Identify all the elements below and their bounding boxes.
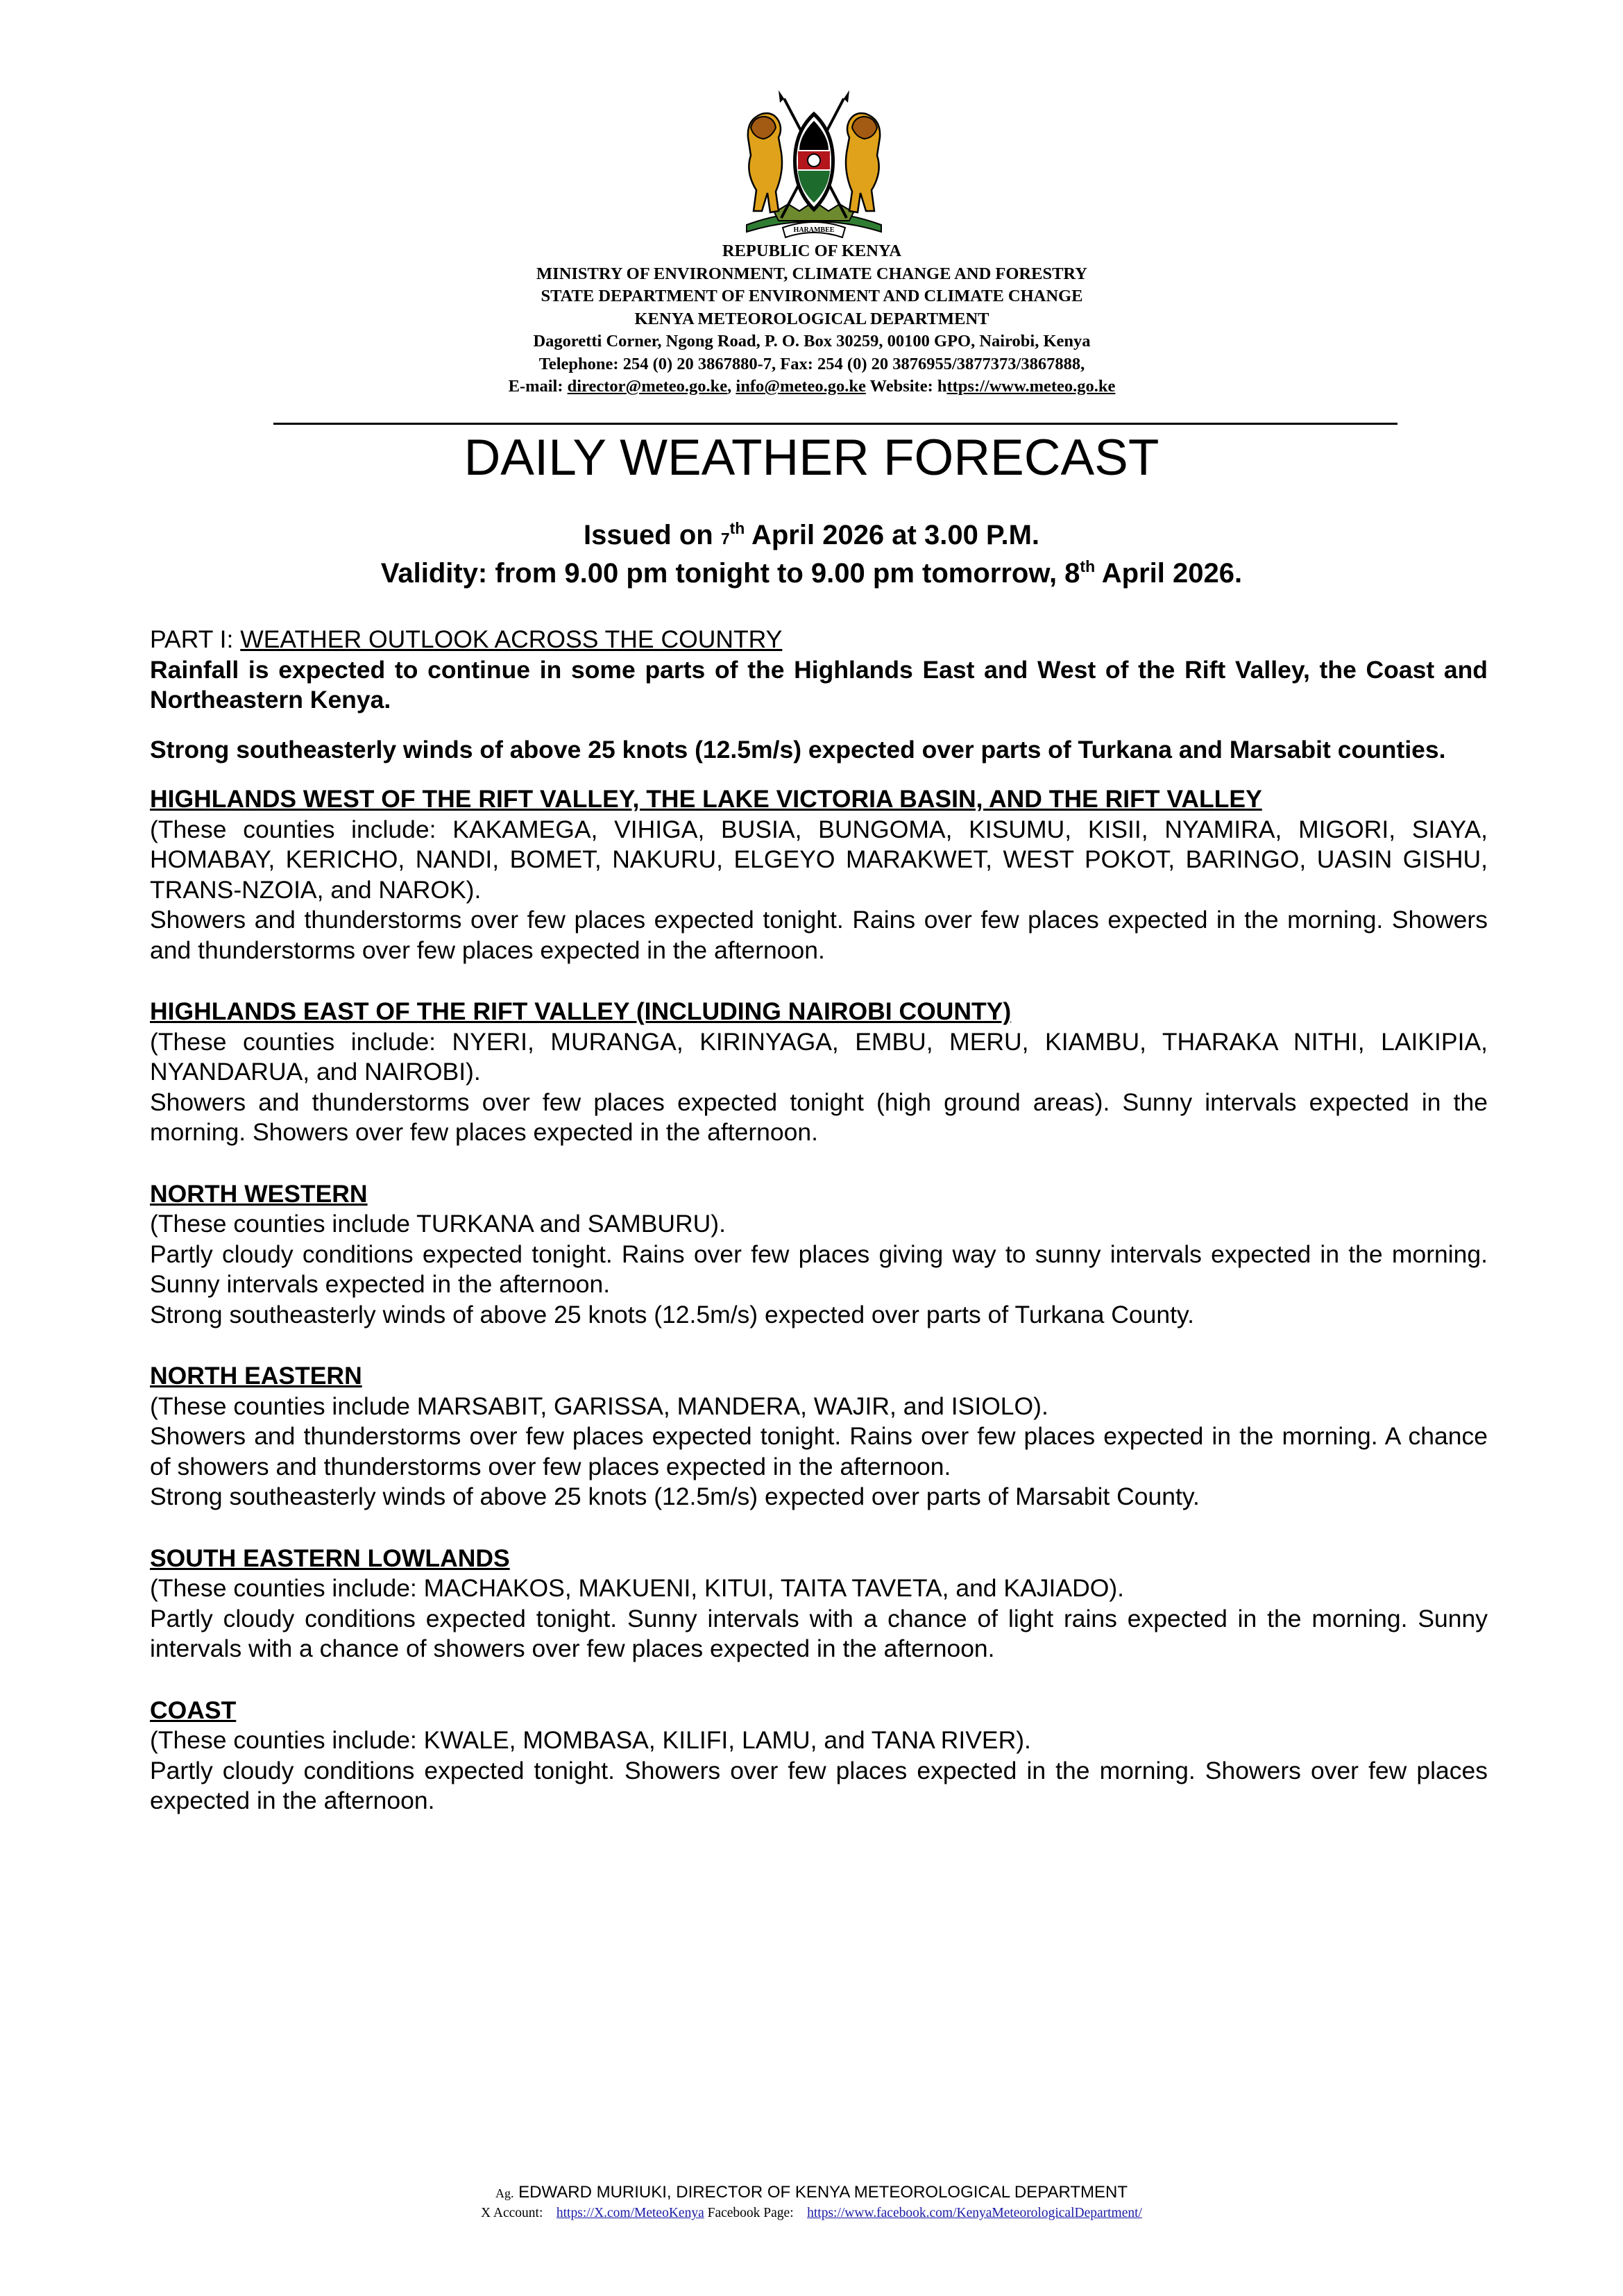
emblem-motto: HARAMBEE bbox=[793, 226, 835, 234]
region-section bbox=[150, 997, 1488, 1148]
region-forecast: Showers and thunderstorms over few places expected tonight (high ground areas). Sunny intervals expected in the morning. Showers over few places expected in the afternoon. bbox=[150, 1088, 1488, 1146]
region-counties: (These counties include TURKANA and SAMBURU). bbox=[150, 1210, 726, 1238]
email-label: E-mail: bbox=[508, 377, 563, 396]
region-note: Strong southeasterly winds of above 25 knots (12.5m/s) expected over parts of Marsabit County. bbox=[150, 1483, 1200, 1510]
facebook-label: Facebook Page: bbox=[707, 2206, 794, 2220]
email-info-link[interactable]: info@meteo.go.ke bbox=[736, 377, 866, 396]
region-heading: NORTH WESTERN bbox=[150, 1179, 368, 1208]
header-divider bbox=[273, 423, 1397, 425]
region-forecast: Partly cloudy conditions expected tonight. Sunny intervals with a chance of light rains expected in the morning. Sunny intervals with a chance of showers over few places expected in the afternoon. bbox=[150, 1604, 1488, 1662]
outlook-winds: Strong southeasterly winds of above 25 knots (12.5m/s) expected over parts of Turkana and Marsabit counties. bbox=[150, 735, 1446, 763]
region-counties: (These counties include: MACHAKOS, MAKUENI, KITUI, TAITA TAVETA, and KAJIADO). bbox=[150, 1574, 1125, 1602]
region-forecast: Partly cloudy conditions expected tonight. Showers over few places expected in the morning. Showers over few places expected in the afternoon. bbox=[150, 1756, 1488, 1814]
issued-date-time: April 2026 at 3.00 P.M. bbox=[751, 520, 1040, 550]
page-footer bbox=[0, 2182, 1623, 2222]
issued-line bbox=[0, 518, 1623, 556]
region-heading: HIGHLANDS WEST OF THE RIFT VALLEY, THE LAKE VICTORIA BASIN, AND THE RIFT VALLEY bbox=[150, 785, 1262, 813]
website-label: Website: h bbox=[869, 377, 947, 396]
region-heading: HIGHLANDS EAST OF THE RIFT VALLEY (INCLUDING NAIROBI COUNTY) bbox=[150, 997, 1012, 1025]
part1-title: WEATHER OUTLOOK ACROSS THE COUNTRY bbox=[240, 625, 783, 653]
region-forecast: Partly cloudy conditions expected tonight. Rains over few places giving way to sunny intervals expected in the morning. Sunny intervals expected in the afternoon. bbox=[150, 1240, 1488, 1298]
region-section bbox=[150, 1179, 1488, 1331]
acting-prefix: Ag. bbox=[495, 2186, 514, 2200]
validity-date: April 2026. bbox=[1101, 558, 1243, 589]
letterhead-contact bbox=[389, 375, 1235, 398]
letterhead-address: Dagoretti Corner, Ngong Road, P. O. Box 30259, 00100 GPO, Nairobi, Kenya bbox=[533, 332, 1091, 351]
region-counties: (These counties include MARSABIT, GARISSA, MANDERA, WAJIR, and ISIOLO). bbox=[150, 1392, 1048, 1420]
letterhead-state-department: STATE DEPARTMENT OF ENVIRONMENT AND CLIMATE CHANGE bbox=[541, 287, 1083, 305]
region-section bbox=[150, 1696, 1488, 1816]
region-counties: (These counties include: KWALE, MOMBASA, KILIFI, LAMU, and TANA RIVER). bbox=[150, 1726, 1031, 1754]
issue-details bbox=[0, 518, 1623, 591]
facebook-page-link[interactable]: https://www.facebook.com/KenyaMeteorologicalDepartment/ bbox=[807, 2206, 1142, 2220]
letterhead-telephone: Telephone: 254 (0) 20 3867880-7, Fax: 254 (0) 20 3876955/3877373/3867888, bbox=[538, 354, 1085, 373]
letterhead-ministry: MINISTRY OF ENVIRONMENT, CLIMATE CHANGE AND FORESTRY bbox=[536, 264, 1087, 283]
letterhead-republic: REPUBLIC OF KENYA bbox=[722, 242, 902, 260]
region-forecast: Showers and thunderstorms over few places expected tonight. Rains over few places expected in the morning. Showers and thunderstorms over few places expected in the afternoon. bbox=[150, 906, 1488, 964]
issued-day: 7 bbox=[720, 530, 730, 548]
letterhead-department: KENYA METEOROLOGICAL DEPARTMENT bbox=[634, 309, 989, 328]
part1-heading bbox=[150, 625, 1488, 655]
region-counties: (These counties include: KAKAMEGA, VIHIGA, BUSIA, BUNGOMA, KISUMU, KISII, NYAMIRA, MIGORI, SIAYA, HOMABAY, KERICHO, NANDI, BOMET, NAKURU, ELGEYO MARAKWET, WEST POKOT, BARINGO, UASIN GISHU, TRANS-NZOIA, and NAROK). bbox=[150, 815, 1488, 904]
validity-line bbox=[0, 556, 1623, 591]
issued-day-suffix: th bbox=[729, 519, 745, 537]
forecast-body bbox=[150, 625, 1488, 1816]
region-note: Strong southeasterly winds of above 25 knots (12.5m/s) expected over parts of Turkana County. bbox=[150, 1300, 1194, 1328]
signatory-name: EDWARD MURIUKI, DIRECTOR OF KENYA METEOROLOGICAL DEPARTMENT bbox=[518, 2183, 1128, 2202]
letterhead bbox=[389, 240, 1235, 398]
validity-prefix: Validity: from 9.00 pm tonight to 9.00 pm tomorrow, 8 bbox=[380, 558, 1080, 589]
outlook-summary: Rainfall is expected to continue in some parts of the Highlands East and West of the Rift Valley, the Coast and Northeastern Kenya. bbox=[150, 655, 1488, 714]
x-account-label: X Account: bbox=[481, 2206, 543, 2220]
kenya-coat-of-arms-icon bbox=[733, 89, 895, 250]
region-heading: NORTH EASTERN bbox=[150, 1362, 362, 1390]
region-forecast: Showers and thunderstorms over few places expected tonight. Rains over few places expected in the morning. A chance of showers and thunderstorms over few places expected in the afternoon. bbox=[150, 1422, 1488, 1480]
region-section bbox=[150, 784, 1488, 965]
region-heading: COAST bbox=[150, 1696, 237, 1724]
social-links bbox=[0, 2204, 1623, 2222]
region-heading: SOUTH EASTERN LOWLANDS bbox=[150, 1544, 510, 1572]
email-director-link[interactable]: director@meteo.go.ke bbox=[567, 377, 728, 396]
validity-day-suffix: th bbox=[1080, 557, 1096, 575]
website-link[interactable]: ttps://www.meteo.go.ke bbox=[946, 377, 1116, 396]
email-separator: , bbox=[727, 377, 732, 396]
signatory-line bbox=[0, 2182, 1623, 2204]
part1-label: PART I: bbox=[150, 625, 234, 653]
region-section bbox=[150, 1361, 1488, 1512]
issued-prefix: Issued on bbox=[583, 520, 713, 550]
region-section bbox=[150, 1544, 1488, 1664]
region-counties: (These counties include: NYERI, MURANGA, KIRINYAGA, EMBU, MERU, KIAMBU, THARAKA NITHI, LAIKIPIA, NYANDARUA, and NAIROBI). bbox=[150, 1027, 1488, 1086]
x-account-link[interactable]: https://X.com/MeteoKenya bbox=[556, 2206, 704, 2220]
page-title: DAILY WEATHER FORECAST bbox=[464, 430, 1159, 486]
